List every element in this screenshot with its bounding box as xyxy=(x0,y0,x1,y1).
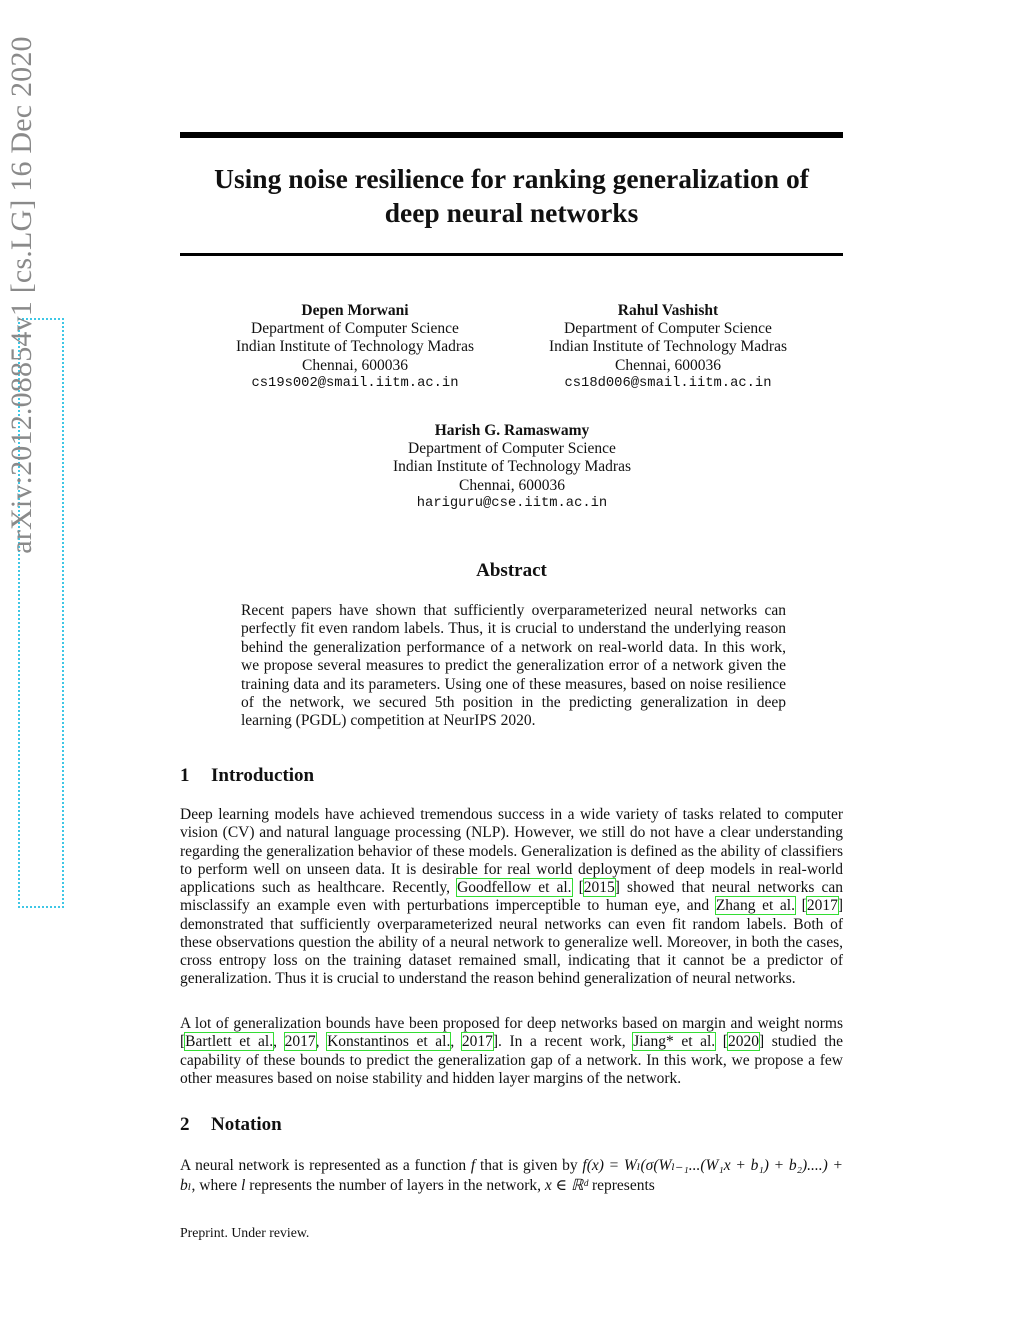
author-email[interactable]: hariguru@cse.iitm.ac.in xyxy=(416,495,608,511)
text-run: , xyxy=(273,1033,285,1051)
abstract-heading: Abstract xyxy=(476,560,547,581)
author-dept: Department of Computer Science xyxy=(408,440,616,458)
author-inst: Indian Institute of Technology Madras xyxy=(236,338,474,356)
author-name: Harish G. Ramaswamy xyxy=(434,422,590,439)
citation-goodfellow-year[interactable]: 2015 xyxy=(583,879,615,896)
text-run: , xyxy=(450,1033,462,1051)
math-inline: x ∈ ℝᵈ xyxy=(544,1177,589,1194)
math-equation: f(x) = Wₗ(σ(Wₗ₋₁...(W₁x + b₁) + b₂)....) + bₗ xyxy=(180,1157,843,1194)
text-run: Deep learning models have achieved tremendous success in a wide variety of tasks related to computer vision (CV) and natural language processing (NLP). However, we still do not have a clear understanding regarding the generalization behavior of these models. Generalization is defined as the ability of classifiers to perform well on unseen data. It is desirable for real world deployment of deep models in real-world applications such as healthcare. Recently, xyxy=(180,806,843,896)
math-inline: f xyxy=(470,1157,476,1174)
citation-konstantinos[interactable]: Konstantinos et al. xyxy=(327,1033,451,1051)
author-block-2 xyxy=(518,302,818,393)
citation-jiang-year[interactable]: 2020 xyxy=(727,1033,759,1051)
title-line-1: Using noise resilience for ranking generalization of xyxy=(214,163,809,194)
text-run: ] demonstrated that sufficiently overparameterized neural networks can even fit random labels. Both of these observations question the ability of a neural network to generalize well. Moreover, in both the cases, cross entropy loss on the training dataset remained small, indicating that it cannot be a predictor of generalization. Thus it is crucial to understand the reason behind generalization of neural networks. xyxy=(180,897,843,988)
text-run: ] showed that neural networks can misclassify an example even with perturbations imperceptible to human eye, and xyxy=(180,879,843,915)
author-block-3 xyxy=(362,422,662,513)
text-run: represents the number of layers in the network, xyxy=(245,1177,545,1194)
author-dept: Department of Computer Science xyxy=(564,320,772,338)
title-rule-bottom xyxy=(180,253,843,256)
citation-bartlett-year[interactable]: 2017 xyxy=(284,1033,316,1051)
abstract-text: Recent papers have shown that sufficiently overparameterized neural networks can perfectly fit even random labels. Thus, it is crucial to understand the underlying reason behind the generalization performance of a network on real-world data. In this work, we propose several measures to predict the generalization error of a network given the training data and its parameters. Using one of these measures, based on noise resilience of the network, we secured 5th position in the predicting generalization in deep learning (PGDL) competition at NeurIPS 2020. xyxy=(241,602,786,730)
author-inst: Indian Institute of Technology Madras xyxy=(393,458,631,476)
math-inline: l xyxy=(241,1177,246,1194)
intro-paragraph-1 xyxy=(180,806,843,989)
author-block-1 xyxy=(205,302,505,393)
text-run: [ xyxy=(715,1033,728,1051)
section-heading-introduction xyxy=(180,765,314,787)
text-run: that is given by xyxy=(475,1157,583,1174)
text-run: [ xyxy=(571,879,584,896)
title-line-2: deep neural networks xyxy=(384,197,639,228)
arxiv-stamp-text: arXiv:2012.08854v1 [cs.LG] 16 Dec 2020 xyxy=(5,36,38,554)
text-run: represents xyxy=(588,1177,655,1194)
text-run: [ xyxy=(795,897,807,915)
text-run: ]. In a recent work, xyxy=(492,1033,634,1051)
author-name: Rahul Vashisht xyxy=(617,302,719,319)
author-dept: Department of Computer Science xyxy=(251,320,459,338)
preprint-footer: Preprint. Under review. xyxy=(180,1225,310,1240)
author-inst: Indian Institute of Technology Madras xyxy=(549,338,787,356)
paper-title xyxy=(180,162,843,230)
citation-bartlett[interactable]: Bartlett et al. xyxy=(185,1033,274,1051)
citation-goodfellow[interactable]: Goodfellow et al. xyxy=(457,879,572,896)
text-run: , where xyxy=(191,1177,242,1194)
author-city: Chennai, 600036 xyxy=(302,356,408,374)
text-run: ] studied the capability of these bounds to predict the generalization gap of a network. In this work, we propose a few other measures based on noise stability and hidden layer margins of the network. xyxy=(180,1033,844,1087)
section-number: 2 xyxy=(180,1114,190,1135)
notation-paragraph xyxy=(180,1156,843,1196)
section-heading-notation xyxy=(180,1114,282,1136)
intro-paragraph-2 xyxy=(180,1015,843,1088)
text-run: A neural network is represented as a function xyxy=(180,1157,471,1174)
author-city: Chennai, 600036 xyxy=(459,476,565,494)
citation-jiang[interactable]: Jiang* et al. xyxy=(633,1033,716,1051)
section-number: 1 xyxy=(180,765,190,786)
title-rule-top xyxy=(180,132,843,138)
section-title: Introduction xyxy=(211,765,315,786)
citation-zhang[interactable]: Zhang et al. xyxy=(715,897,795,915)
text-run: A lot of generalization bounds have been proposed for deep networks based on margin and weight norms [ xyxy=(180,1015,843,1051)
section-title: Notation xyxy=(211,1114,282,1135)
author-name: Depen Morwani xyxy=(301,302,409,319)
author-city: Chennai, 600036 xyxy=(615,356,721,374)
citation-zhang-year[interactable]: 2017 xyxy=(806,897,838,915)
citation-konstantinos-year[interactable]: 2017 xyxy=(461,1033,493,1051)
author-email[interactable]: cs19s002@smail.iitm.ac.in xyxy=(251,375,459,391)
text-run: , xyxy=(315,1033,328,1051)
author-email[interactable]: cs18d006@smail.iitm.ac.in xyxy=(564,375,772,391)
